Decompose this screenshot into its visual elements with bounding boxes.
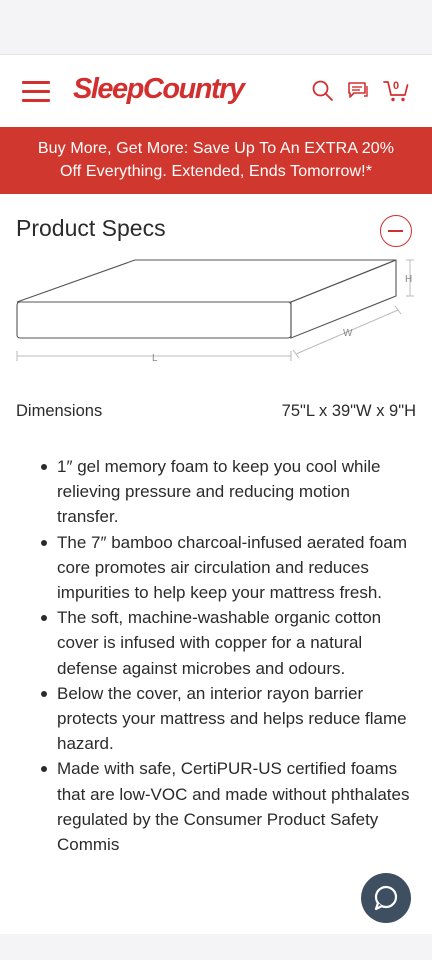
section-title: Product Specs (16, 215, 166, 241)
cart-button[interactable] (382, 78, 410, 104)
promo-banner[interactable] (0, 127, 432, 194)
collapse-button[interactable] (380, 215, 412, 247)
width-label: W (343, 328, 353, 339)
menu-icon-bar (22, 81, 50, 84)
cart-count: 0 (393, 80, 400, 92)
live-chat-button[interactable] (361, 873, 411, 923)
menu-icon-bar (22, 90, 50, 93)
menu-icon-bar (22, 99, 50, 102)
feature-item: 1″ gel memory foam to keep you cool while relieving pressure and reducing motion transfer. (41, 454, 413, 530)
logo[interactable]: SleepCountry (73, 73, 244, 105)
feature-item: The soft, machine-washable organic cotton cover is infused with copper for a natural defense against microbes and odours. (41, 605, 413, 681)
menu-button[interactable] (22, 81, 50, 103)
product-specs-section (0, 194, 432, 934)
promo-line-2: Off Everything. Extended, Ends Tomorrow!* (59, 163, 373, 180)
mattress-dimension-diagram (12, 254, 422, 364)
feature-item: Made with safe, CertiPUR-US certified foams that are low-VOC and made without phthalates regulated by the Consumer Product Safety Commis (41, 756, 413, 857)
dimensions-label: Dimensions (16, 402, 103, 420)
feature-item: The 7″ bamboo charcoal-infused aerated foam core promotes air circulation and reduces impurities to help keep your mattress fresh. (41, 530, 413, 606)
feature-item: Below the cover, an interior rayon barrier protects your mattress and helps reduce flame hazard. (41, 681, 413, 757)
chat-bubble-icon (361, 873, 411, 923)
site-header (0, 54, 432, 127)
search-icon[interactable] (310, 78, 336, 104)
dimensions-value: 75"L x 39"W x 9"H (281, 402, 416, 420)
chat-icon[interactable] (345, 78, 371, 104)
height-label: H (405, 274, 413, 285)
promo-line-1: Buy More, Get More: Save Up To An EXTRA 20% (37, 140, 395, 157)
bottom-area (0, 934, 432, 960)
length-label: L (152, 353, 158, 364)
status-bar-area (0, 0, 432, 54)
feature-list (41, 454, 413, 857)
